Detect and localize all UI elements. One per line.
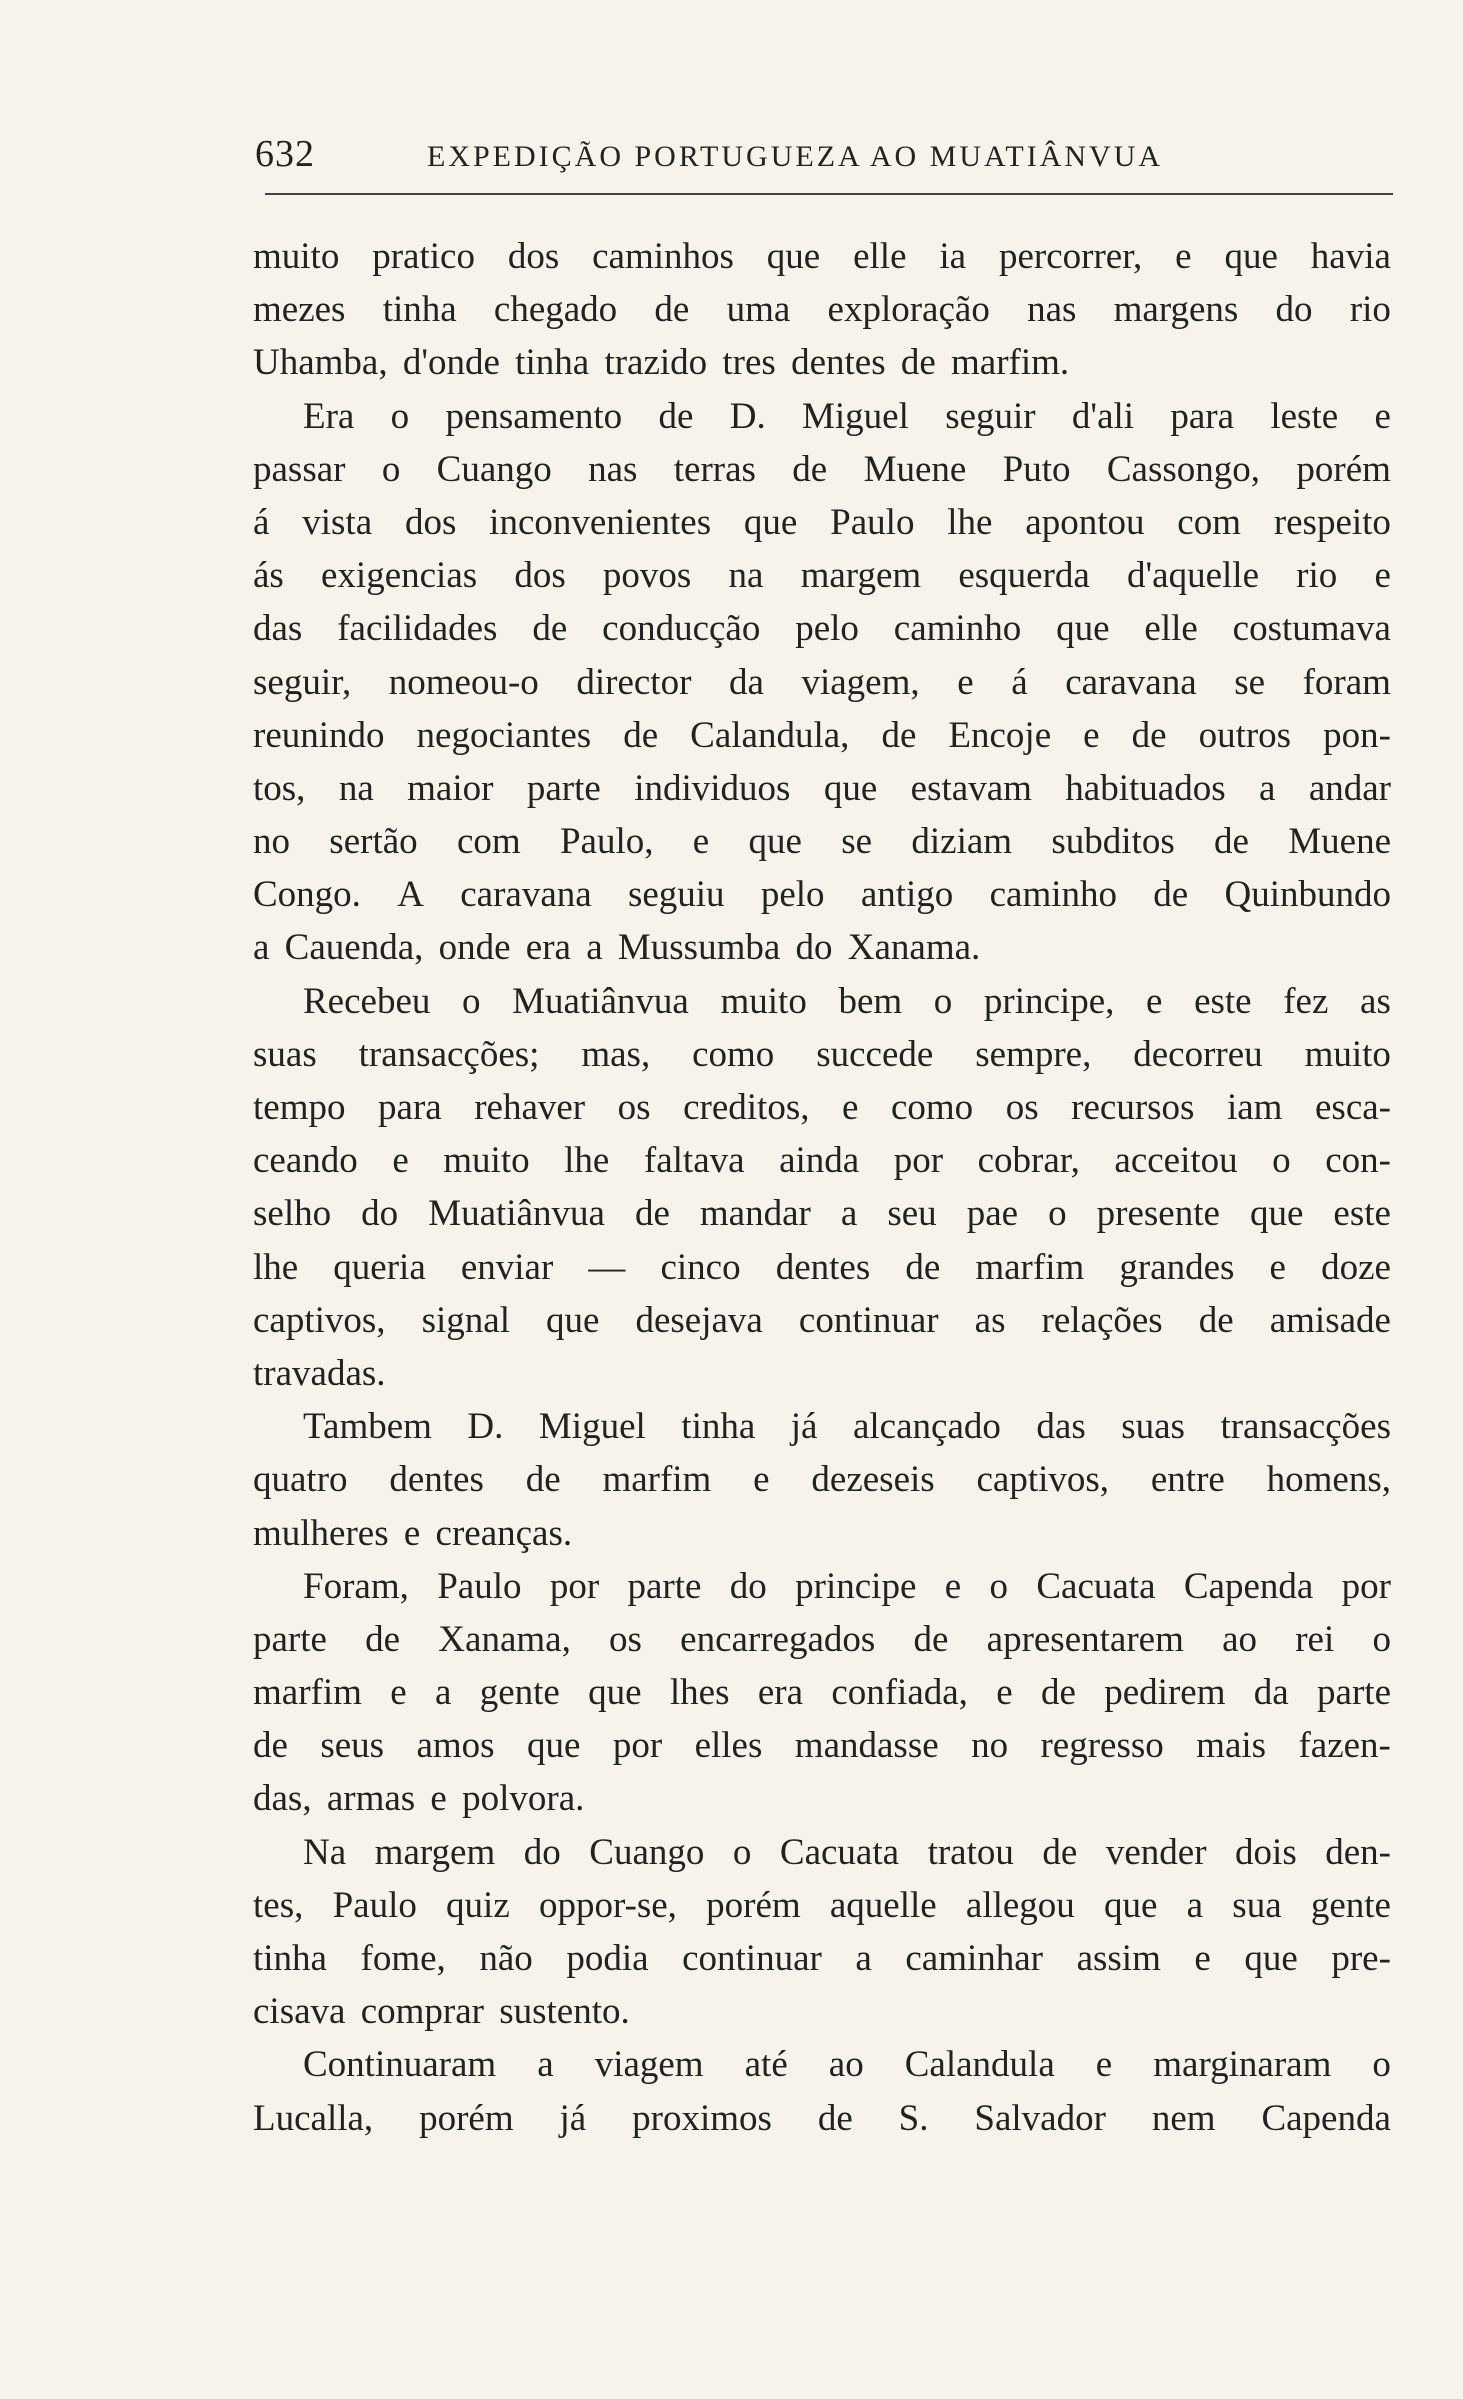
text-line: Lucalla, porém já proximos de S. Salvador nem Capenda bbox=[253, 2097, 1391, 2139]
text-line: suas transacções; mas, como succede sempre, decorreu muito bbox=[253, 1033, 1391, 1075]
body-text bbox=[253, 230, 1391, 2145]
text-line: tempo para rehaver os creditos, e como os recursos iam esca- bbox=[253, 1087, 1391, 1128]
text-line: tes, Paulo quiz oppor-se, porém aquelle allegou que a sua gente bbox=[253, 1884, 1391, 1926]
text-line: tinha fome, não podia continuar a caminhar assim e que pre- bbox=[253, 1938, 1391, 1979]
text-line: de seus amos que por elles mandasse no regresso mais fazen- bbox=[253, 1725, 1391, 1767]
text-line: ceando e muito lhe faltava ainda por cobrar, acceitou o con- bbox=[253, 1140, 1391, 1182]
text-line: selho do Muatiânvua de mandar a seu pae o presente que este bbox=[253, 1193, 1391, 1235]
text-line: ás exigencias dos povos na margem esquerda d'aquelle rio e bbox=[253, 555, 1391, 597]
text-line: quatro dentes de marfim e dezeseis captivos, entre homens, bbox=[253, 1459, 1391, 1501]
text-line: passar o Cuango nas terras de Muene Puto Cassongo, porém bbox=[253, 448, 1391, 490]
running-head bbox=[255, 132, 1385, 176]
text-line: a Cauenda, onde era a Mussumba do Xanama. bbox=[253, 927, 981, 969]
text-line: lhe queria enviar — cinco dentes de marfim grandes e doze bbox=[253, 1246, 1391, 1288]
text-line: parte de Xanama, os encarregados de apresentarem ao rei o bbox=[253, 1618, 1391, 1660]
running-title: EXPEDIÇÃO PORTUGUEZA AO MUATIÂNVUA bbox=[427, 140, 1164, 173]
text-line: marfim e a gente que lhes era confiada, e de pedirem da parte bbox=[253, 1672, 1391, 1714]
text-line: travadas. bbox=[253, 1352, 386, 1394]
text-line: Tambem D. Miguel tinha já alcançado das suas transacções bbox=[303, 1406, 1391, 1448]
text-line: mezes tinha chegado de uma exploração nas margens do rio bbox=[253, 289, 1391, 331]
text-line: Foram, Paulo por parte do principe e o Cacuata Capenda por bbox=[303, 1565, 1391, 1607]
text-line: mulheres e creanças. bbox=[253, 1512, 573, 1554]
text-line: Continuaram a viagem até ao Calandula e marginaram o bbox=[303, 2044, 1391, 2086]
text-line: captivos, signal que desejava continuar as relações de amisade bbox=[253, 1299, 1391, 1341]
text-line: das, armas e polvora. bbox=[253, 1778, 585, 1820]
text-line: Uhamba, d'onde tinha trazido tres dentes de marfim. bbox=[253, 342, 1070, 384]
text-line: á vista dos inconvenientes que Paulo lhe apontou com respeito bbox=[253, 501, 1391, 543]
text-line: cisava comprar sustento. bbox=[253, 1991, 630, 2033]
text-line: Recebeu o Muatiânvua muito bem o principe, e este fez as bbox=[303, 980, 1391, 1022]
text-line: das facilidades de conducção pelo caminho que elle costumava bbox=[253, 608, 1391, 650]
text-line: no sertão com Paulo, e que se diziam subditos de Muene bbox=[253, 821, 1391, 863]
text-line: Congo. A caravana seguiu pelo antigo caminho de Quinbundo bbox=[253, 874, 1391, 916]
text-line: Era o pensamento de D. Miguel seguir d'ali para leste e bbox=[303, 395, 1391, 437]
text-line: reunindo negociantes de Calandula, de Encoje e de outros pon- bbox=[253, 714, 1391, 756]
text-line: seguir, nomeou-o director da viagem, e á caravana se foram bbox=[253, 661, 1391, 703]
header-rule bbox=[265, 193, 1393, 195]
text-line: Na margem do Cuango o Cacuata tratou de vender dois den- bbox=[303, 1831, 1391, 1873]
page-number: 632 bbox=[255, 133, 315, 175]
text-line: muito pratico dos caminhos que elle ia percorrer, e que havia bbox=[253, 236, 1391, 277]
text-line: tos, na maior parte individuos que estavam habituados a andar bbox=[253, 767, 1391, 809]
